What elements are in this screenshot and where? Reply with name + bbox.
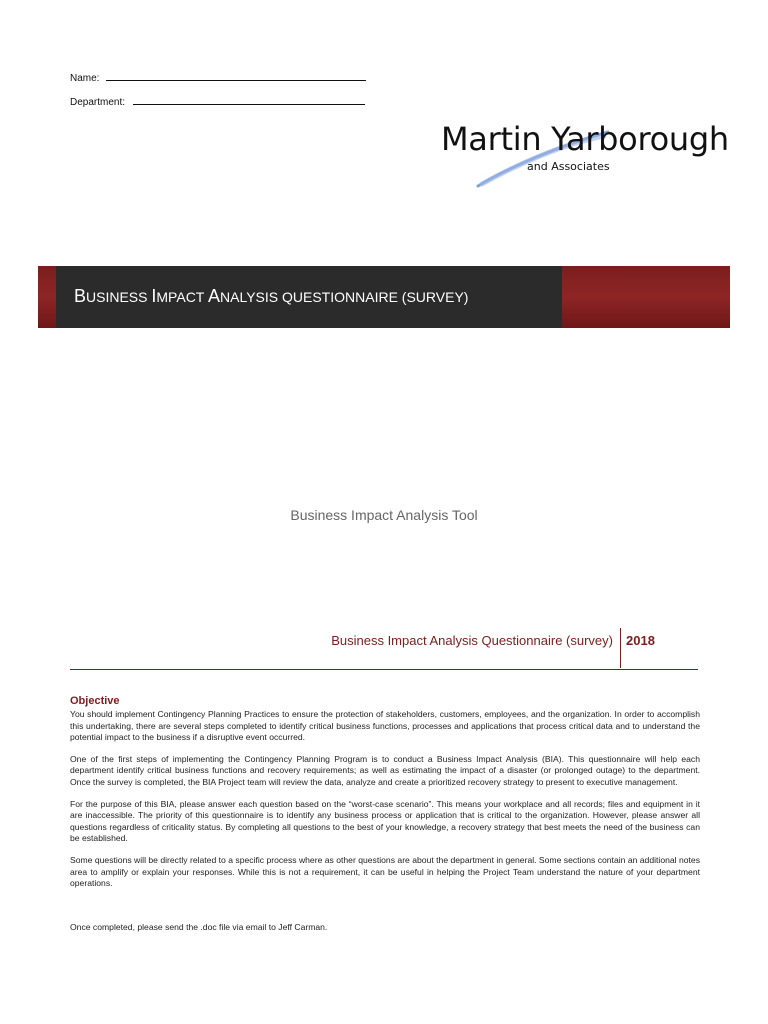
- document-title: Business Impact Analysis Questionnaire (survey): [331, 633, 613, 648]
- logo-subtitle: and Associates: [527, 160, 610, 173]
- name-input-line[interactable]: [106, 70, 366, 81]
- logo-name: Martin Yarborough: [441, 120, 729, 158]
- banner-box: [56, 266, 562, 328]
- name-label: Name:: [70, 73, 100, 84]
- name-field[interactable]: [70, 70, 366, 84]
- document-year: 2018: [626, 633, 655, 648]
- department-label: Department:: [70, 97, 126, 108]
- objective-paragraph: For the purpose of this BIA, please answer each question based on the “worst-case scenario”. This means your workplace and all records; files and equipment in it are inaccessible. The priority of this questionnaire is to identify any business process or application that is critical to the organization. However, please answer all questions regardless of criticality status. By completing all questions to the best of your knowledge, a recovery strategy that best meets the need of the business can be established.: [70, 798, 700, 844]
- company-logo: [438, 118, 729, 188]
- title-banner: [38, 266, 730, 328]
- department-input-line[interactable]: [133, 94, 365, 105]
- objective-paragraph: One of the first steps of implementing the Contingency Planning Program is to conduct a Business Impact Analysis (BIA). This questionnaire will help each department identify critical business functions and recovery requirements; as well as estimating the impact of a disaster (or prolonged outage) to the department. Once the survey is completed, the BIA Project team will review the data, analyze and create a prioritized recovery strategy to present to executive management.: [70, 753, 700, 787]
- department-field[interactable]: [70, 94, 365, 108]
- objective-section: [70, 695, 700, 943]
- objective-paragraph: Some questions will be directly related to a specific process where as other questions are about the department in general. Some sections contain an additional notes area to amplify or explain your responses. While this is not a requirement, it can be useful in helping the Project Team understand the nature of your department operations.: [70, 854, 700, 889]
- completion-note: Once completed, please send the .doc file via email to Jeff Carman.: [70, 921, 328, 932]
- objective-paragraph: You should implement Contingency Planning Practices to ensure the protection of stakeholders, customers, employees, and the organization. In order to accomplish this undertaking, there are several steps completed to identify critical business functions, processes and applications that process critical data and to understand the potential impact to the business if a disruptive event occurred.: [70, 709, 700, 743]
- banner-title: BUSINESS IMPACT ANALYSIS QUESTIONNAIRE (SURVEY): [74, 286, 469, 306]
- objective-heading: Objective: [70, 695, 120, 707]
- title-divider: [620, 628, 621, 668]
- document-title-row: [70, 628, 698, 670]
- tool-title: Business Impact Analysis Tool: [290, 507, 478, 523]
